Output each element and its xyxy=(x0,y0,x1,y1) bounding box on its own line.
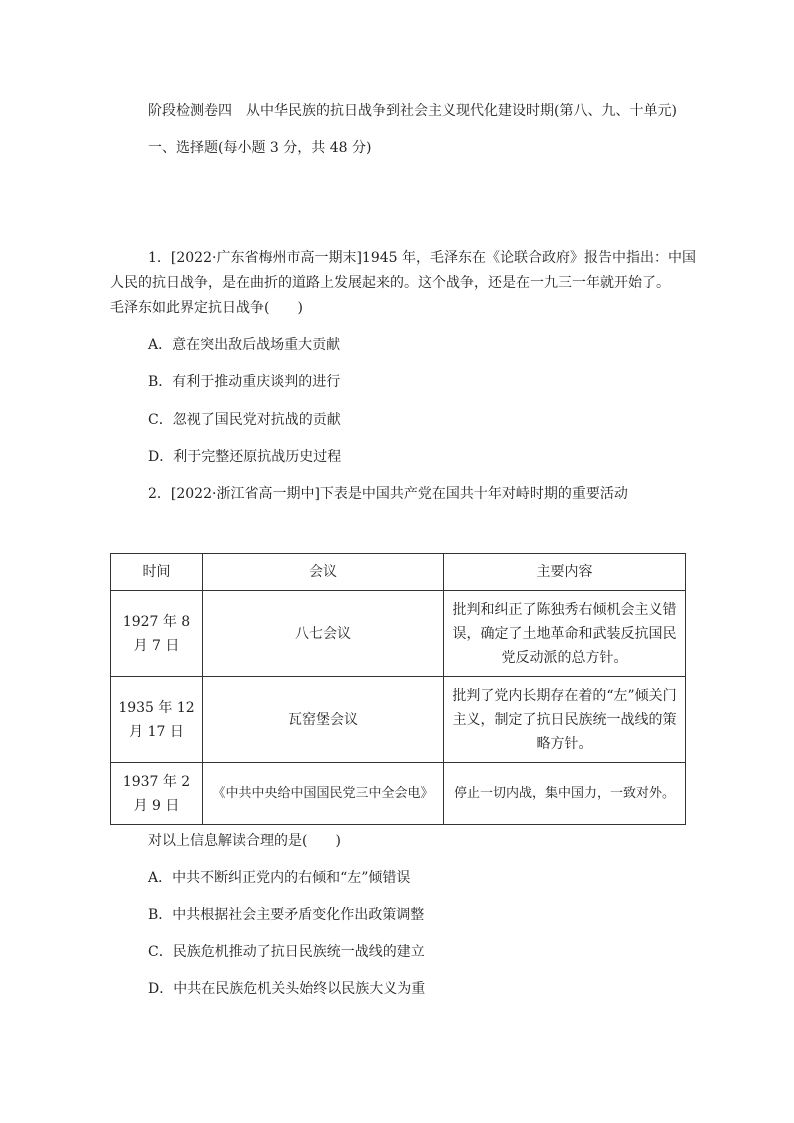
question-1-option-a: A．意在突出敌后战场重大贡献 xyxy=(148,337,341,353)
question-2-stem: 2．[2022·浙江省高一期中]下表是中国共产党在国共十年对峙时期的重要活动 xyxy=(148,486,628,502)
table-header-time: 时间 xyxy=(111,554,203,591)
page-title: 阶段检测卷四 从中华民族的抗日战争到社会主义现代化建设时期(第八、九、十单元) xyxy=(148,103,677,119)
question-1-option-b: B．有利于推动重庆谈判的进行 xyxy=(148,374,341,390)
question-1-stem-line1: 1．[2022·广东省梅州市高一期末]1945 年，毛泽东在《论联合政府》报告中指出：中国 xyxy=(148,250,696,266)
table-cell-time: 1927 年 8 月 7 日 xyxy=(111,591,203,677)
events-table xyxy=(110,553,686,825)
table-cell-meeting: 八七会议 xyxy=(203,591,444,677)
question-2-prompt: 对以上信息解读合理的是( ) xyxy=(148,833,341,849)
question-2-option-b: B．中共根据社会主要矛盾变化作出政策调整 xyxy=(148,907,425,923)
table-cell-content: 停止一切内战，集中国力，一致对外。 xyxy=(444,763,686,825)
table-cell-content: 批判了党内长期存在着的“左”倾关门主义，制定了抗日民族统一战线的策略方针。 xyxy=(444,677,686,763)
table-header-meeting: 会议 xyxy=(203,554,444,591)
table-cell-time: 1935 年 12 月 17 日 xyxy=(111,677,203,763)
table-row xyxy=(111,677,686,763)
question-1-option-d: D．利于完整还原抗战历史过程 xyxy=(148,449,342,465)
question-1-stem-line2: 人民的抗日战争，是在曲折的道路上发展起来的。这个战争，还是在一九三一年就开始了。 xyxy=(110,275,670,291)
table-cell-content: 批判和纠正了陈独秀右倾机会主义错误，确定了土地革命和武装反抗国民党反动派的总方针。 xyxy=(444,591,686,677)
question-2-option-c: C．民族危机推动了抗日民族统一战线的建立 xyxy=(148,944,425,960)
question-1-option-c: C．忽视了国民党对抗战的贡献 xyxy=(148,412,341,428)
table-row xyxy=(111,763,686,825)
question-2-option-a: A．中共不断纠正党内的右倾和“左”倾错误 xyxy=(148,870,411,886)
section-heading: 一、选择题(每小题 3 分，共 48 分) xyxy=(148,140,372,156)
question-1-stem-line3: 毛泽东如此界定抗日战争( ) xyxy=(110,300,303,316)
table-row xyxy=(111,591,686,677)
table-header-content: 主要内容 xyxy=(444,554,686,591)
table-cell-meeting: 瓦窑堡会议 xyxy=(203,677,444,763)
table-cell-time: 1937 年 2 月 9 日 xyxy=(111,763,203,825)
question-2-option-d: D．中共在民族危机关头始终以民族大义为重 xyxy=(148,981,426,997)
table-header-row xyxy=(111,554,686,591)
table-cell-meeting: 《中共中央给中国国民党三中全会电》 xyxy=(203,763,444,825)
